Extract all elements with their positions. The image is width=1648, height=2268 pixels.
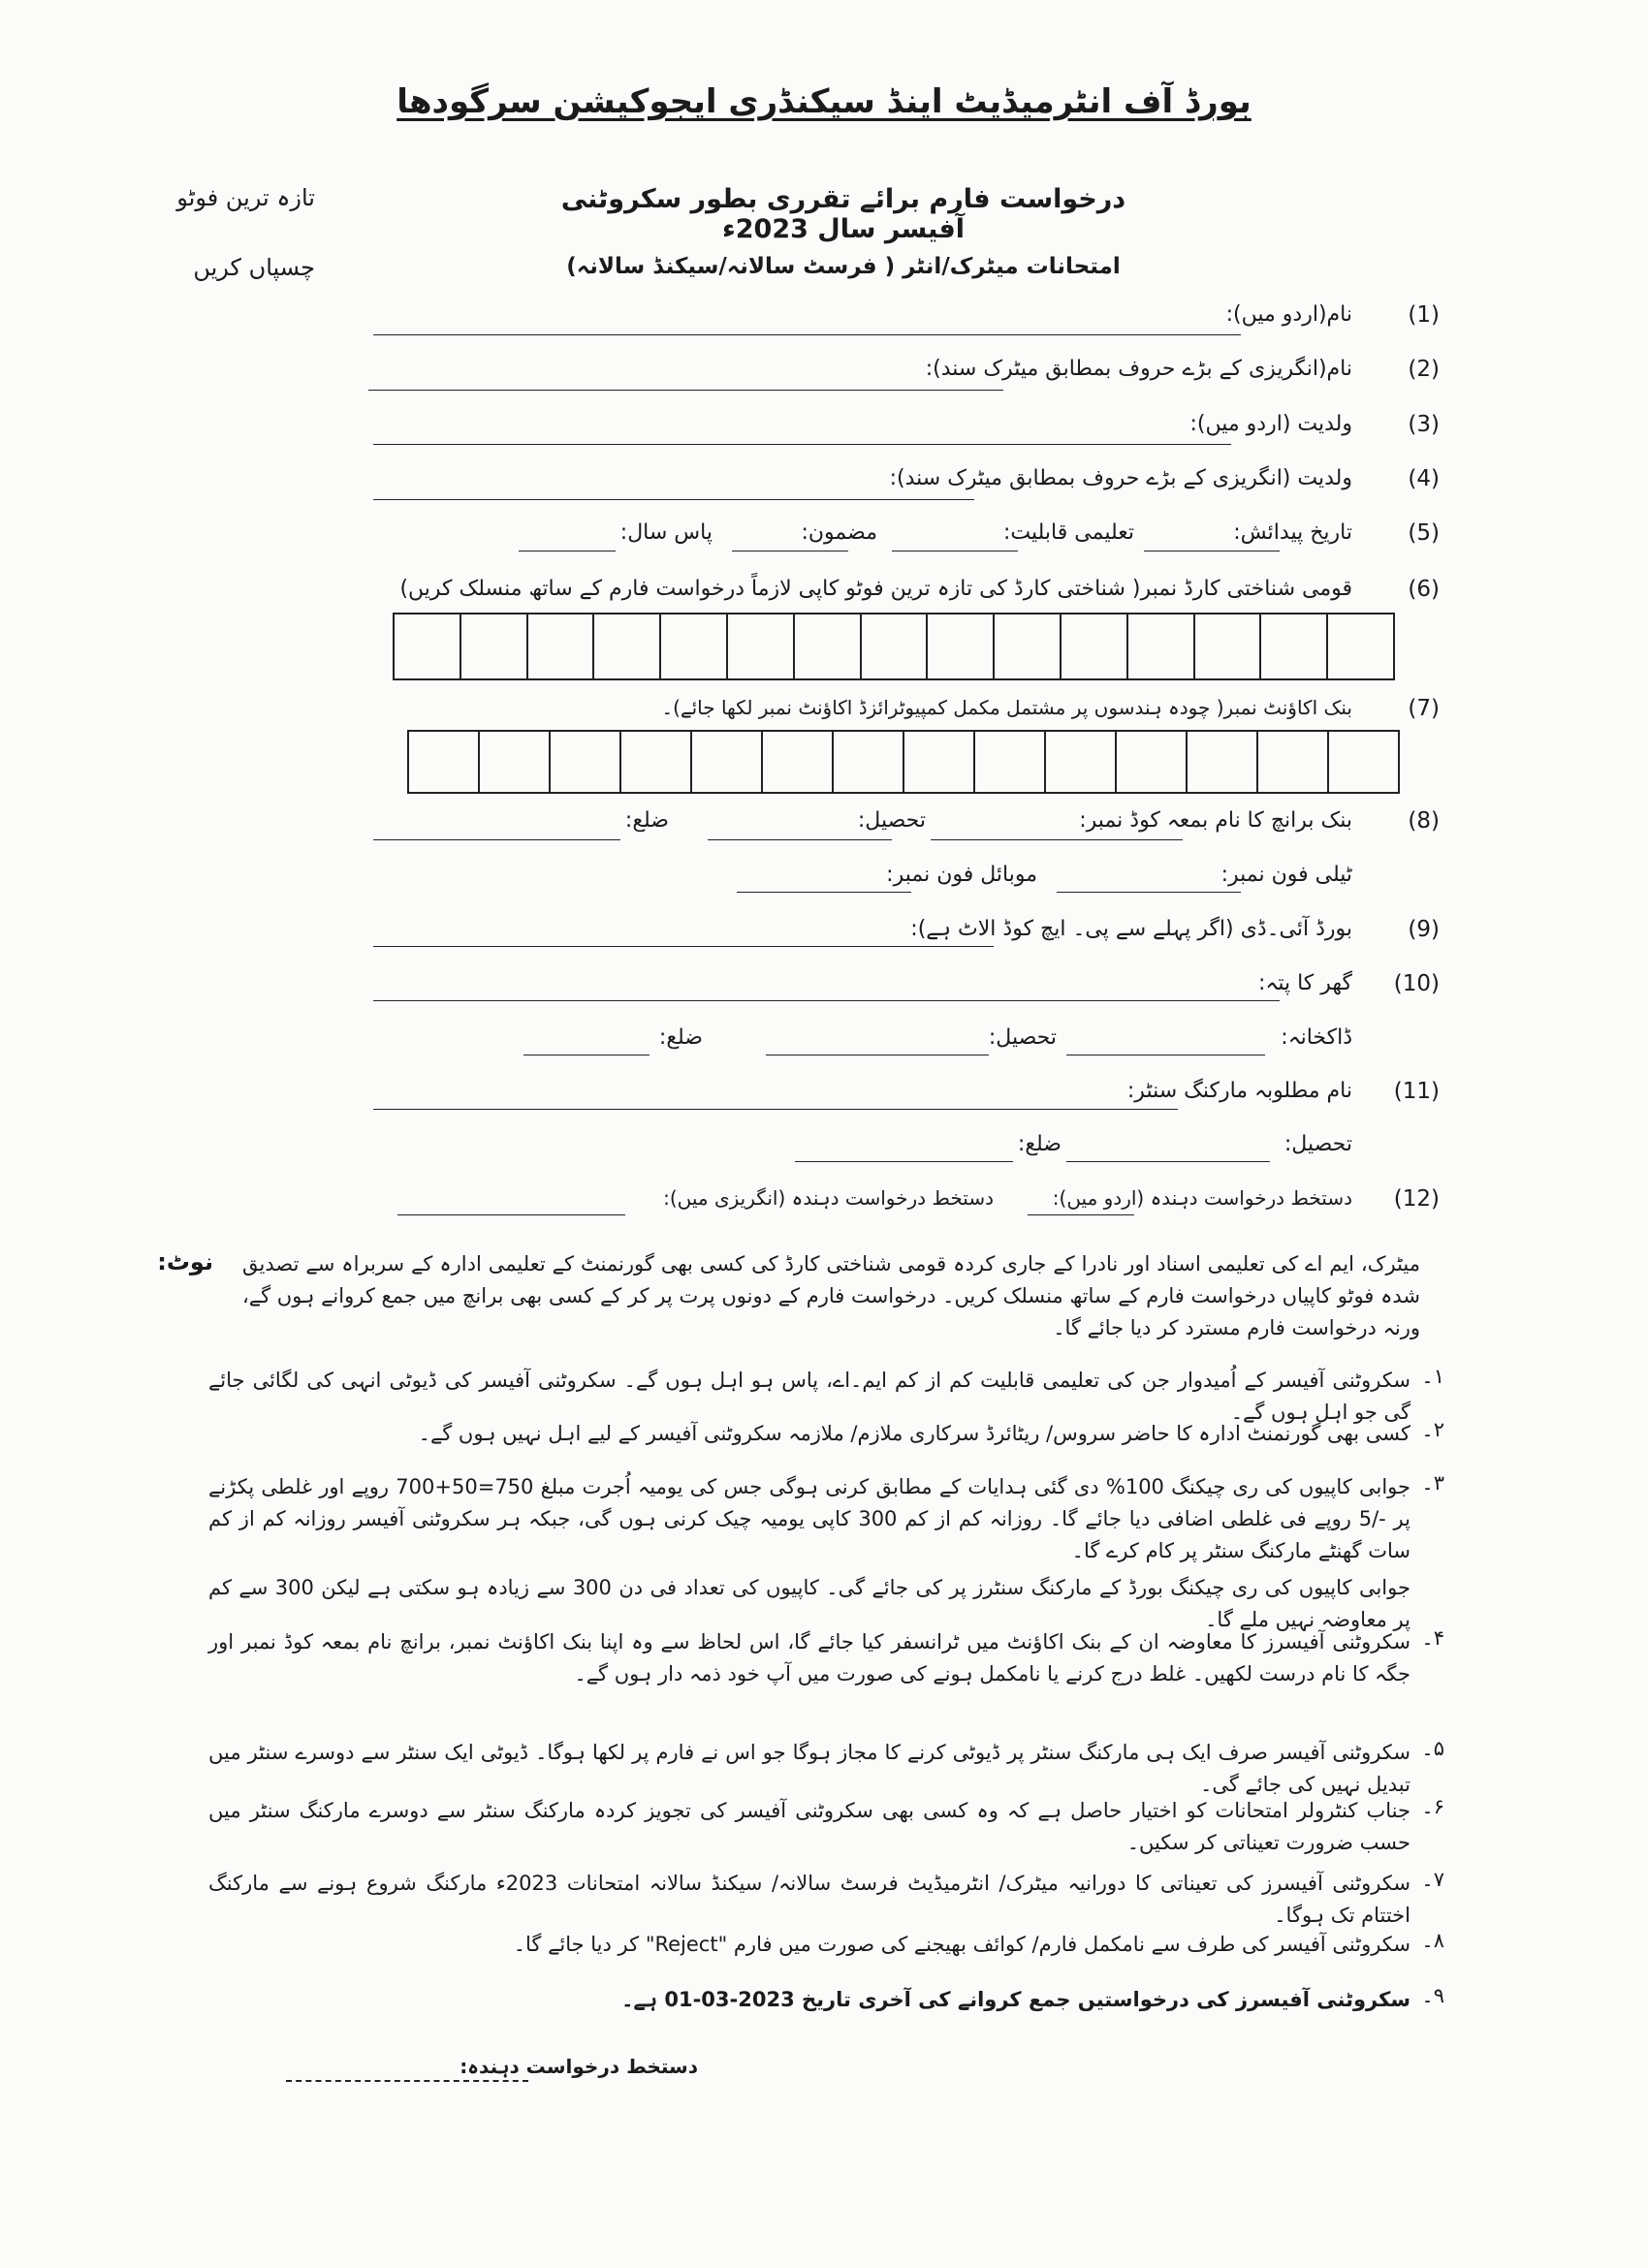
note-8-number: ۸۔ <box>1421 1929 1444 1952</box>
account-digit-box[interactable] <box>690 732 761 792</box>
cnic-digit-box[interactable] <box>993 614 1060 678</box>
note-3-continued-text: جوابی کاپیوں کی ری چیکنگ بورڈ کے مارکنگ سنٹرز پر کی جائے گی۔ کاپیوں کی تعداد فی دن 300 سے زیادہ ہو سکتی ہے لیکن 300 سے کم پر معاوضہ نہیں ملے گا۔ <box>208 1576 1410 1631</box>
note-7-number: ۷۔ <box>1421 1868 1444 1891</box>
field-6-number: (6) <box>1408 577 1440 602</box>
field-5-qualification-label: تعلیمی قابلیت: <box>1003 520 1134 545</box>
applicant-signature-label: دستخط درخواست دہندہ: <box>460 2055 698 2078</box>
field-8-tehsil-label: تحصیل: <box>857 808 926 833</box>
note-8-text: سکروٹنی آفیسر کی طرف سے نامکمل فارم/ کوائف بھیجنے کی صورت میں فارم "Reject" کر دیا جائے گا۔ <box>513 1933 1410 1956</box>
account-digit-box[interactable] <box>1327 732 1398 792</box>
account-digit-box[interactable] <box>973 732 1044 792</box>
note-3-text: جوابی کاپیوں کی ری چیکنگ 100% دی گئی ہدایات کے مطابق کرنی ہوگی جس کی یومیہ اُجرت مبلغ 750=50+700 روپے اور غلطی پکڑنے پر -/5 روپے فی غلطی اضافی دیا جائے گا۔ روزانہ کم از کم 300 کاپی یومیہ چیک کرنی ہوں گی، جبکہ ہر سکروٹنی آفیسر روزانہ کم از کم سات گھنٹے مارکنگ سنٹر پر کام کرے گا۔ <box>208 1475 1410 1562</box>
cnic-digit-box[interactable] <box>860 614 927 678</box>
field-1-label: نام(اردو میں): <box>1225 302 1352 327</box>
field-12-sign-english-input[interactable] <box>397 1214 625 1215</box>
cnic-digit-box[interactable] <box>1259 614 1326 678</box>
field-9-number: (9) <box>1408 917 1440 942</box>
field-10-label: گھر کا پتہ: <box>1258 971 1352 995</box>
cnic-digit-box[interactable] <box>726 614 793 678</box>
exams-subtitle: امتحانات میٹرک/انٹر ( فرسٹ سالانہ/سیکنڈ سالانہ) <box>566 254 1121 279</box>
field-8-number: (8) <box>1408 808 1440 834</box>
cnic-digit-box[interactable] <box>1193 614 1260 678</box>
field-8-branch-label: بنک برانچ کا نام بمعہ کوڈ نمبر: <box>1079 808 1352 833</box>
field-8-tehsil-input[interactable] <box>708 839 892 840</box>
bank-account-boxes[interactable] <box>407 730 1400 794</box>
field-5-pass-year-label: پاس سال: <box>619 520 713 545</box>
cnic-digit-box[interactable] <box>395 614 460 678</box>
cnic-digit-box[interactable] <box>1326 614 1393 678</box>
field-7-label: بنک اکاؤنٹ نمبر( چودہ ہندسوں پر مشتمل مکمل کمپیوٹرائزڈ اکاؤنٹ نمبر لکھا جائے)۔ <box>661 696 1352 719</box>
field-8-district-label: ضلع: <box>624 808 669 833</box>
field-6-label: قومی شناختی کارڈ نمبر( شناختی کارڈ کی تازہ ترین فوٹو کاپی لازماً درخواست فارم کے ساتھ منسلک کریں) <box>399 577 1352 601</box>
note-3-number: ۳۔ <box>1421 1471 1444 1495</box>
notes-intro: میٹرک، ایم اے کی تعلیمی اسناد اور نادرا کے جاری کردہ قومی شناختی کارڈ کی کسی بھی گورنمنٹ کے تعلیمی ادارہ کے سربراہ سے تصدیق شدہ فوٹو کاپیاں درخواست فارم کے ساتھ منسلک کریں۔ درخواست فارم کے دونوں پرت پر کر کے کسی بھی برانچ میں جمع کروانے ہوں گے، ورنہ درخواست فارم مسترد کر دیا جائے گا۔ <box>242 1252 1420 1339</box>
field-2-number: (2) <box>1408 357 1440 382</box>
field-11-tehsil-label: تحصیل: <box>1284 1132 1352 1156</box>
field-2-label: نام(انگریزی کے بڑے حروف بمطابق میٹرک سند): <box>925 357 1352 381</box>
cnic-digit-box[interactable] <box>1126 614 1193 678</box>
field-8-phone-label: ٹیلی فون نمبر: <box>1220 863 1352 887</box>
field-3-number: (3) <box>1408 412 1440 437</box>
applicant-signature-input[interactable] <box>286 2080 528 2082</box>
cnic-digit-box[interactable] <box>926 614 993 678</box>
account-digit-box[interactable] <box>1186 732 1256 792</box>
field-8-district-input[interactable] <box>373 839 620 840</box>
account-digit-box[interactable] <box>409 732 478 792</box>
note-4-number: ۴۔ <box>1421 1626 1444 1650</box>
account-digit-box[interactable] <box>1115 732 1186 792</box>
field-7-number: (7) <box>1408 696 1440 721</box>
field-12-sign-english-label: دستخط درخواست دہندہ (انگریزی میں): <box>663 1186 994 1210</box>
field-4-label: ولدیت (انگریزی کے بڑے حروف بمطابق میٹرک سند): <box>889 466 1352 490</box>
photo-instruction-line2: چسپاں کریں <box>193 254 315 281</box>
field-8-mobile-input[interactable] <box>737 892 911 893</box>
field-9-board-id-input[interactable] <box>373 946 994 947</box>
field-10-district-label: ضلع: <box>658 1025 703 1050</box>
cnic-number-boxes[interactable] <box>393 613 1395 680</box>
field-12-sign-urdu-label: دستخط درخواست دہندہ (اردو میں): <box>1052 1186 1352 1210</box>
note-5-number: ۵۔ <box>1421 1737 1444 1760</box>
notes-heading: نوٹ: <box>157 1248 213 1276</box>
field-11-label: نام مطلوبہ مارکنگ سنٹر: <box>1126 1079 1352 1103</box>
note-5-text: سکروٹنی آفیسر صرف ایک ہی مارکنگ سنٹر پر ڈیوٹی کرنے کا مجاز ہوگا جو اس نے فارم پر لکھا ہوگا۔ ڈیوٹی ایک سنٹر سے دوسرے سنٹر میں تبدیل نہیں کی جائے گی۔ <box>208 1741 1410 1796</box>
field-9-label: بورڈ آئی۔ڈی (اگر پہلے سے پی۔ ایچ کوڈ الاٹ ہے): <box>910 917 1352 941</box>
note-2-number: ۲۔ <box>1421 1418 1444 1441</box>
note-9-number: ۹۔ <box>1421 1984 1444 2007</box>
field-11-district-input[interactable] <box>795 1161 1013 1162</box>
field-2-name-english-input[interactable] <box>368 390 1003 391</box>
field-11-number: (11) <box>1393 1079 1440 1104</box>
note-1-number: ۱۔ <box>1421 1365 1444 1388</box>
cnic-digit-box[interactable] <box>460 614 526 678</box>
note-1-text: سکروٹنی آفیسر کے اُمیدوار جن کی تعلیمی قابلیت کم از کم ایم۔اے، پاس ہو اہل ہوں گے۔ سکروٹنی آفیسر کی ڈیوٹی انہی کی لگائی جائے گی جو اہل ہوں گے۔ <box>208 1369 1410 1424</box>
field-10-number: (10) <box>1393 971 1440 996</box>
field-4-father-name-english-input[interactable] <box>373 499 974 500</box>
field-8-branch-input[interactable] <box>931 839 1183 840</box>
field-8-phone-input[interactable] <box>1057 892 1241 893</box>
note-6-text: جناب کنٹرولر امتحانات کو اختیار حاصل ہے کہ وہ کسی بھی سکروٹنی آفیسر کی تجویز کردہ مارکنگ سنٹر سے دوسرے مارکنگ سنٹر میں حسب ضرورت تعیناتی کر سکیں۔ <box>208 1799 1410 1854</box>
field-10-tehsil-label: تحصیل: <box>988 1025 1057 1050</box>
account-digit-box[interactable] <box>832 732 903 792</box>
field-1-name-urdu-input[interactable] <box>373 334 1241 335</box>
field-3-label: ولدیت (اردو میں): <box>1189 412 1352 436</box>
note-9-text: سکروٹنی آفیسرز کی درخواستیں جمع کروانے کی آخری تاریخ 2023-03-01 ہے۔ <box>621 1988 1410 2011</box>
field-5-number: (5) <box>1408 520 1440 546</box>
photo-instruction-line1: تازہ ترین فوٹو <box>176 184 315 211</box>
cnic-digit-box[interactable] <box>592 614 659 678</box>
note-4-text: سکروٹنی آفیسرز کا معاوضہ ان کے بنک اکاؤنٹ میں ٹرانسفر کیا جائے گا، اس لحاظ سے وہ اپنا بنک اکاؤنٹ نمبر، برانچ نام بمعہ کوڈ نمبر اور جگہ کا نام درست لکھیں۔ غلط درج کرنے یا نامکمل ہونے کی صورت میں آپ خود ذمہ دار ہوں گے۔ <box>208 1630 1410 1685</box>
note-6-number: ۶۔ <box>1421 1795 1444 1818</box>
field-1-number: (1) <box>1408 302 1440 328</box>
cnic-digit-box[interactable] <box>1060 614 1126 678</box>
field-4-number: (4) <box>1408 466 1440 491</box>
field-8-mobile-label: موبائل فون نمبر: <box>886 863 1037 887</box>
field-12-sign-urdu-input[interactable] <box>1028 1214 1134 1215</box>
note-7-text: سکروٹنی آفیسرز کی تعیناتی کا دورانیہ میٹرک/ انٹرمیڈیٹ فرسٹ سالانہ/ سیکنڈ سالانہ امتحانات 2023ء مارکنگ شروع ہونے سے مارکنگ اختتام تک ہوگا۔ <box>208 1872 1410 1927</box>
field-10-post-office-label: ڈاکخانہ: <box>1281 1025 1352 1050</box>
cnic-digit-box[interactable] <box>793 614 860 678</box>
field-5-dob-label: تاریخ پیدائش: <box>1233 520 1352 545</box>
account-digit-box[interactable] <box>903 732 973 792</box>
account-digit-box[interactable] <box>619 732 690 792</box>
field-12-number: (12) <box>1393 1186 1440 1212</box>
board-title: بورڈ آف انٹرمیڈیٹ اینڈ سیکنڈری ایجوکیشن سرگودھا <box>396 82 1252 121</box>
note-2-text: کسی بھی گورنمنٹ ادارہ کا حاضر سروس/ ریٹائرڈ سرکاری ملازم/ ملازمہ سکروٹنی آفیسر کے لیے اہل نہیں ہوں گے۔ <box>418 1422 1410 1445</box>
account-digit-box[interactable] <box>478 732 549 792</box>
field-11-marking-centre-input[interactable] <box>373 1109 1178 1110</box>
field-10-address-input[interactable] <box>373 1000 1280 1001</box>
field-5-subject-label: مضمون: <box>801 520 877 545</box>
account-digit-box[interactable] <box>1256 732 1327 792</box>
field-3-father-name-urdu-input[interactable] <box>373 444 1231 445</box>
account-digit-box[interactable] <box>761 732 832 792</box>
cnic-digit-box[interactable] <box>526 614 593 678</box>
account-digit-box[interactable] <box>1044 732 1115 792</box>
field-11-tehsil-input[interactable] <box>1066 1161 1270 1162</box>
account-digit-box[interactable] <box>549 732 619 792</box>
form-title: درخواست فارم برائے تقرری بطور سکروٹنی آفیسر سال 2023ء <box>560 184 1126 244</box>
cnic-digit-box[interactable] <box>659 614 726 678</box>
field-11-district-label: ضلع: <box>1017 1132 1062 1156</box>
